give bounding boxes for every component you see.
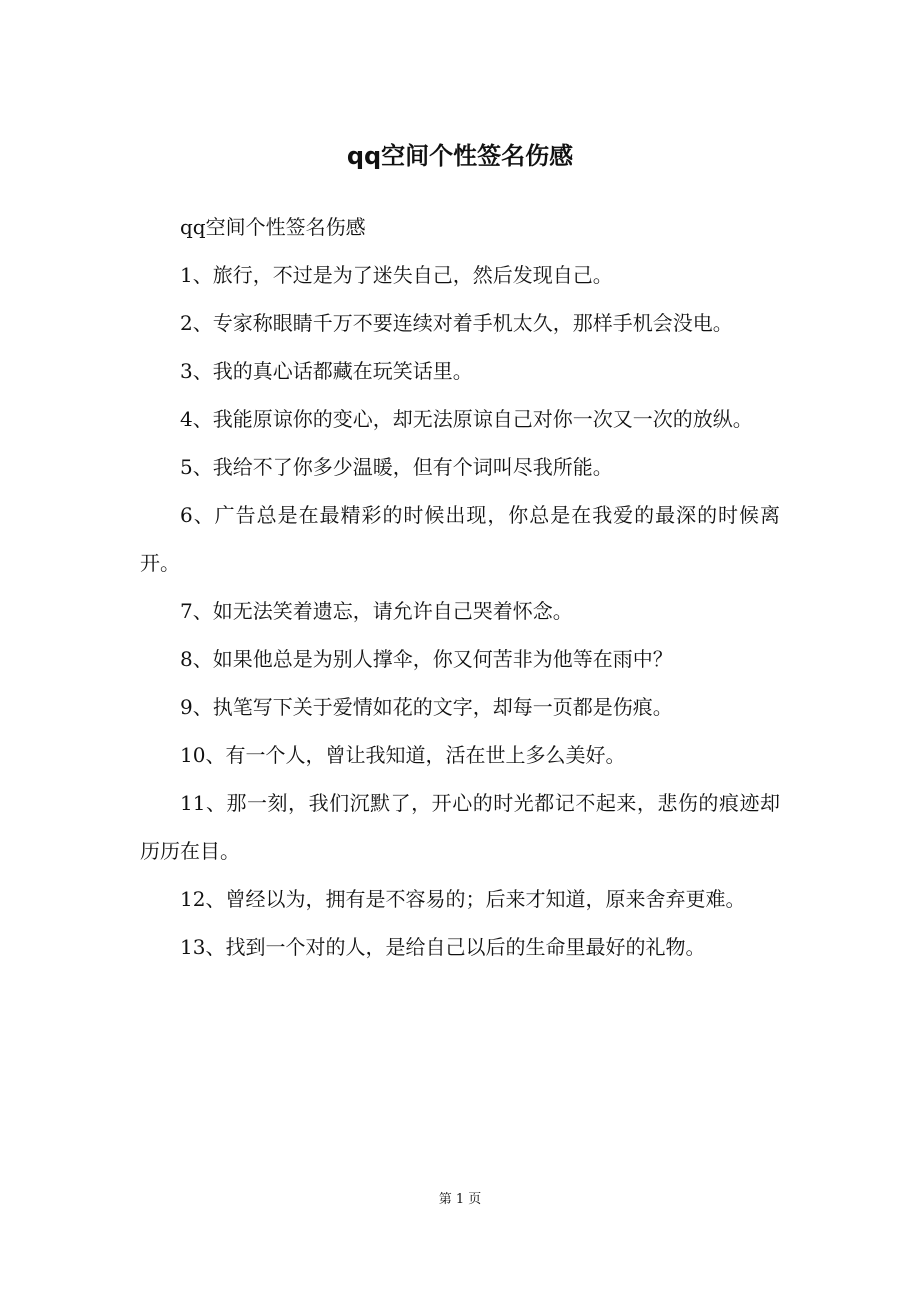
paragraph: 2、专家称眼睛千万不要连续对着手机太久，那样手机会没电。 xyxy=(180,311,733,335)
paragraph: 4、我能原谅你的变心，却无法原谅自己对你一次又一次的放纵。 xyxy=(180,407,753,431)
paragraph: 9、执笔写下关于爱情如花的文字，却每一页都是伤痕。 xyxy=(180,695,673,719)
paragraph: 7、如无法笑着遗忘，请允许自己哭着怀念。 xyxy=(180,599,573,623)
document-body xyxy=(140,203,780,971)
page-number: 第 1 页 xyxy=(438,1192,482,1207)
paragraph: qq空间个性签名伤感 xyxy=(180,215,366,239)
document-title: qq空间个性签名伤感 xyxy=(346,142,574,170)
paragraph: 10、有一个人，曾让我知道，活在世上多么美好。 xyxy=(180,743,626,767)
paragraph: 5、我给不了你多少温暖，但有个词叫尽我所能。 xyxy=(180,455,613,479)
paragraph: 11、那一刻，我们沉默了，开心的时光都记不起来，悲伤的痕迹却历历在目。 xyxy=(140,791,780,863)
paragraph: 8、如果他总是为别人撑伞，你又何苦非为他等在雨中？ xyxy=(180,647,673,671)
paragraph: 12、曾经以为，拥有是不容易的；后来才知道，原来舍弃更难。 xyxy=(180,887,746,911)
paragraph: 1、旅行，不过是为了迷失自己，然后发现自己。 xyxy=(180,263,613,287)
paragraph: 13、找到一个对的人，是给自己以后的生命里最好的礼物。 xyxy=(180,935,706,959)
paragraph: 3、我的真心话都藏在玩笑话里。 xyxy=(180,359,473,383)
paragraph: 6、广告总是在最精彩的时候出现，你总是在我爱的最深的时候离开。 xyxy=(140,503,780,575)
